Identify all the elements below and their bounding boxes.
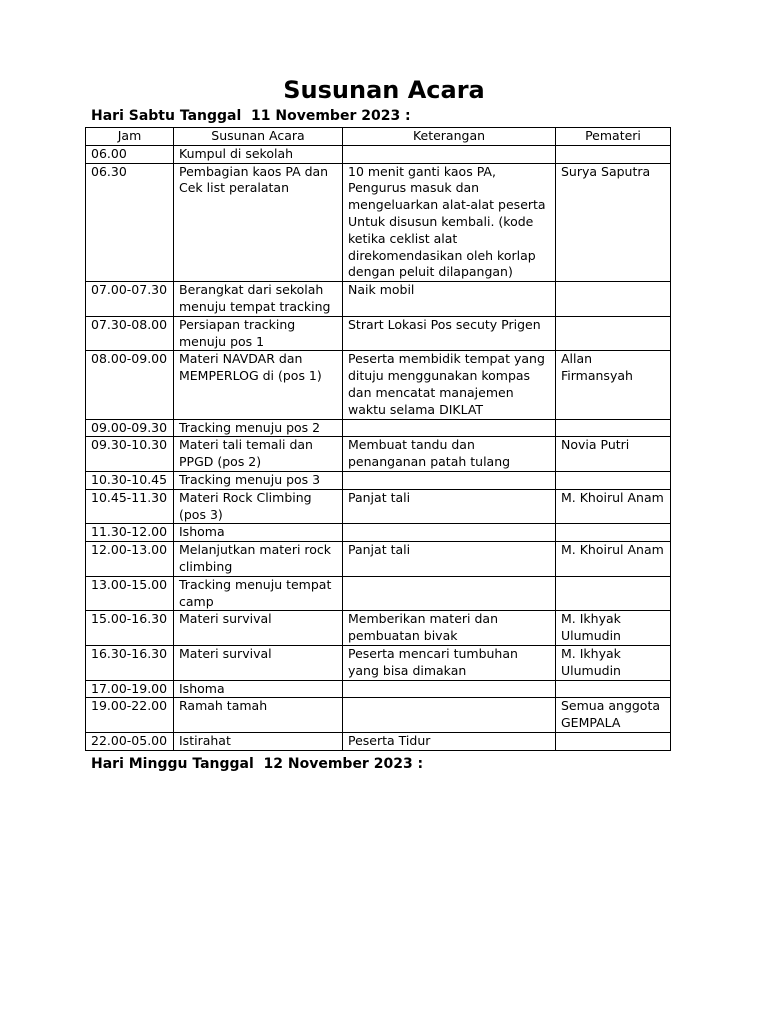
cell-jam: 06.30: [86, 163, 174, 282]
cell-pemateri: M. Khoirul Anam: [556, 489, 671, 524]
cell-susunan-acara: Tracking menuju tempat camp: [174, 576, 343, 611]
cell-jam: 07.00-07.30: [86, 282, 174, 317]
cell-susunan-acara: Istirahat: [174, 732, 343, 750]
table-row: [86, 611, 671, 646]
cell-susunan-acara: Persiapan tracking menuju pos 1: [174, 316, 343, 351]
cell-jam: 08.00-09.00: [86, 351, 174, 419]
cell-keterangan: Panjat tali: [343, 542, 556, 577]
table-row: [86, 680, 671, 698]
day1-heading: Hari Sabtu Tanggal 11 November 2023 :: [91, 108, 411, 124]
table-row: [86, 145, 671, 163]
header-susunan-acara: Susunan Acara: [174, 128, 343, 146]
cell-pemateri: [556, 145, 671, 163]
table-row: [86, 645, 671, 680]
cell-keterangan: [343, 524, 556, 542]
cell-jam: 15.00-16.30: [86, 611, 174, 646]
table-row: [86, 489, 671, 524]
cell-keterangan: Panjat tali: [343, 489, 556, 524]
header-row: [86, 128, 671, 146]
table-row: [86, 732, 671, 750]
table-row: [86, 163, 671, 282]
cell-pemateri: Allan Firmansyah: [556, 351, 671, 419]
cell-keterangan: Strart Lokasi Pos secuty Prigen: [343, 316, 556, 351]
cell-pemateri: [556, 576, 671, 611]
cell-keterangan: Peserta mencari tumbuhan yang bisa dimakan: [343, 645, 556, 680]
cell-pemateri: M. Khoirul Anam: [556, 542, 671, 577]
cell-pemateri: Novia Putri: [556, 437, 671, 472]
table-row: [86, 282, 671, 317]
cell-pemateri: [556, 282, 671, 317]
cell-keterangan: [343, 471, 556, 489]
cell-keterangan: Naik mobil: [343, 282, 556, 317]
table-row: [86, 316, 671, 351]
cell-susunan-acara: Melanjutkan materi rock climbing: [174, 542, 343, 577]
table-row: [86, 419, 671, 437]
cell-susunan-acara: Materi survival: [174, 645, 343, 680]
cell-pemateri: [556, 732, 671, 750]
cell-susunan-acara: Tracking menuju pos 3: [174, 471, 343, 489]
cell-jam: 09.30-10.30: [86, 437, 174, 472]
cell-susunan-acara: Materi Rock Climbing (pos 3): [174, 489, 343, 524]
table-row: [86, 524, 671, 542]
cell-jam: 07.30-08.00: [86, 316, 174, 351]
cell-jam: 22.00-05.00: [86, 732, 174, 750]
table-body: [86, 145, 671, 750]
cell-jam: 13.00-15.00: [86, 576, 174, 611]
cell-susunan-acara: Pembagian kaos PA dan Cek list peralatan: [174, 163, 343, 282]
cell-susunan-acara: Tracking menuju pos 2: [174, 419, 343, 437]
cell-pemateri: Semua anggota GEMPALA: [556, 698, 671, 733]
cell-keterangan: [343, 680, 556, 698]
schedule-table: [85, 127, 671, 751]
cell-jam: 17.00-19.00: [86, 680, 174, 698]
cell-pemateri: [556, 524, 671, 542]
cell-susunan-acara: Materi NAVDAR dan MEMPERLOG di (pos 1): [174, 351, 343, 419]
cell-jam: 10.30-10.45: [86, 471, 174, 489]
table-row: [86, 576, 671, 611]
cell-keterangan: 10 menit ganti kaos PA, Pengurus masuk dan mengeluarkan alat-alat peserta Untuk disusun kembali. (kode ketika ceklist alat direkomendasikan oleh korlap dengan peluit dilapangan): [343, 163, 556, 282]
table-row: [86, 471, 671, 489]
cell-pemateri: [556, 471, 671, 489]
cell-keterangan: Peserta Tidur: [343, 732, 556, 750]
cell-keterangan: Membuat tandu dan penanganan patah tulang: [343, 437, 556, 472]
cell-keterangan: Memberikan materi dan pembuatan bivak: [343, 611, 556, 646]
page-title: Susunan Acara: [283, 76, 485, 104]
table-row: [86, 698, 671, 733]
cell-pemateri: [556, 680, 671, 698]
cell-keterangan: [343, 698, 556, 733]
cell-jam: 11.30-12.00: [86, 524, 174, 542]
cell-keterangan: [343, 419, 556, 437]
cell-jam: 19.00-22.00: [86, 698, 174, 733]
cell-susunan-acara: Ishoma: [174, 524, 343, 542]
header-keterangan: Keterangan: [343, 128, 556, 146]
cell-jam: 10.45-11.30: [86, 489, 174, 524]
cell-pemateri: M. Ikhyak Ulumudin: [556, 645, 671, 680]
cell-keterangan: [343, 576, 556, 611]
table-row: [86, 351, 671, 419]
cell-susunan-acara: Materi survival: [174, 611, 343, 646]
cell-susunan-acara: Materi tali temali dan PPGD (pos 2): [174, 437, 343, 472]
cell-jam: 16.30-16.30: [86, 645, 174, 680]
cell-pemateri: M. Ikhyak Ulumudin: [556, 611, 671, 646]
cell-jam: 09.00-09.30: [86, 419, 174, 437]
day2-heading: Hari Minggu Tanggal 12 November 2023 :: [91, 756, 424, 772]
header-pemateri: Pemateri: [556, 128, 671, 146]
table-header: [86, 128, 671, 146]
cell-pemateri: [556, 316, 671, 351]
cell-pemateri: [556, 419, 671, 437]
cell-susunan-acara: Ramah tamah: [174, 698, 343, 733]
header-jam: Jam: [86, 128, 174, 146]
cell-jam: 06.00: [86, 145, 174, 163]
cell-susunan-acara: Berangkat dari sekolah menuju tempat tracking: [174, 282, 343, 317]
cell-keterangan: [343, 145, 556, 163]
cell-jam: 12.00-13.00: [86, 542, 174, 577]
cell-keterangan: Peserta membidik tempat yang dituju menggunakan kompas dan mencatat manajemen waktu selama DIKLAT: [343, 351, 556, 419]
cell-pemateri: Surya Saputra: [556, 163, 671, 282]
table-row: [86, 542, 671, 577]
cell-susunan-acara: Ishoma: [174, 680, 343, 698]
cell-susunan-acara: Kumpul di sekolah: [174, 145, 343, 163]
table-row: [86, 437, 671, 472]
